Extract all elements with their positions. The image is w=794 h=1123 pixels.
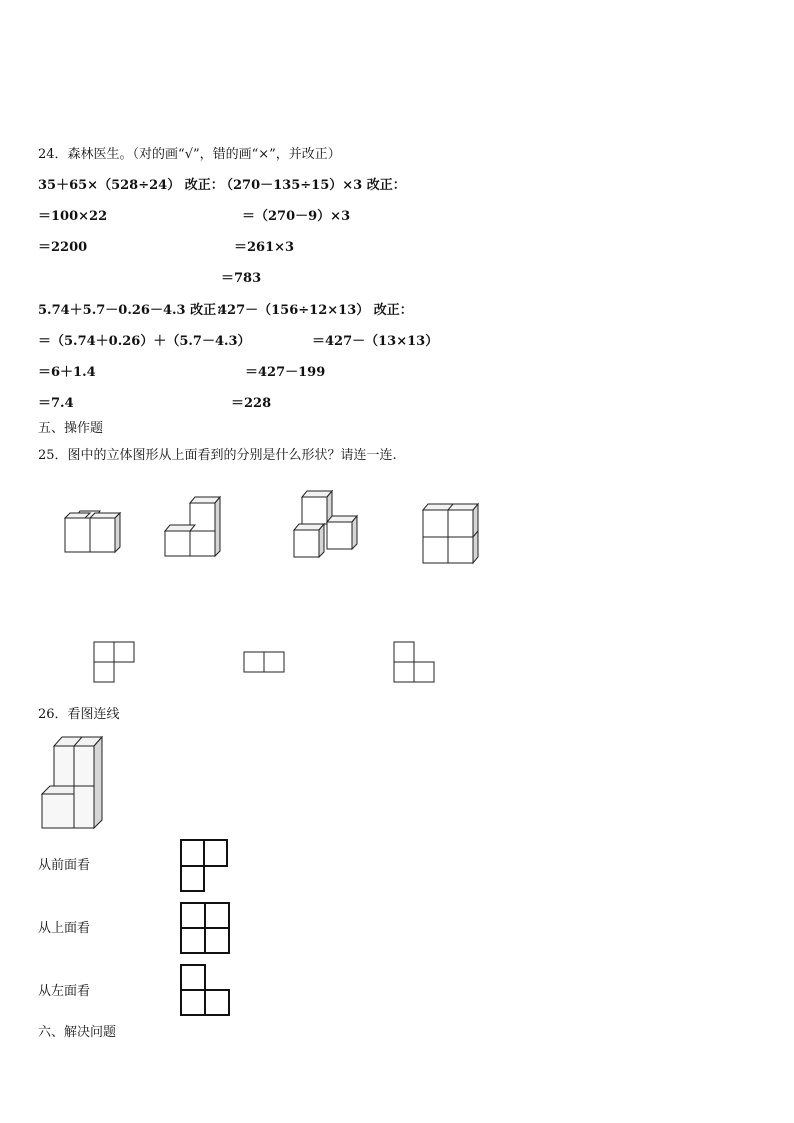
q26-top-view bbox=[180, 902, 232, 956]
section6-title: 六、解决问题 bbox=[38, 1025, 117, 1040]
q24-a-line2: ＝100×22 bbox=[38, 209, 108, 224]
q24-d-line2: ＝427－（13×13） bbox=[312, 334, 439, 349]
q25-view-1 bbox=[93, 641, 137, 685]
q24-b-line3: ＝261×3 bbox=[234, 240, 295, 255]
q24-c-line3: ＝6＋1.4 bbox=[38, 365, 96, 380]
q26-title: 26．看图连线 bbox=[38, 707, 120, 722]
q24-c-line4: ＝7.4 bbox=[38, 396, 74, 411]
q25-solid-4 bbox=[418, 500, 488, 568]
q24-b-line4: ＝783 bbox=[221, 271, 262, 286]
section5-title: 五、操作题 bbox=[38, 421, 104, 436]
q24-d-line4: ＝228 bbox=[231, 396, 272, 411]
q24-title: 24．森林医生。（对的画“√”，错的画“×”，并改正） bbox=[38, 147, 341, 162]
q24-b-line2: ＝（270－9）×3 bbox=[242, 209, 351, 224]
q24-c-line2: ＝（5.74＋0.26）＋（5.7－4.3） bbox=[38, 334, 251, 349]
q26-front-label: 从前面看 bbox=[38, 858, 91, 873]
q24-a-line3: ＝2200 bbox=[38, 240, 88, 255]
q24-b-line1: （270－135÷15）×3 改正： bbox=[220, 178, 406, 193]
q26-top-label: 从上面看 bbox=[38, 921, 91, 936]
q26-front-view bbox=[180, 839, 230, 893]
q25-solid-1 bbox=[60, 505, 130, 555]
q26-left-label: 从左面看 bbox=[38, 984, 91, 999]
q24-d-line3: ＝427－199 bbox=[245, 365, 326, 380]
q25-solid-3 bbox=[288, 488, 368, 560]
q24-c-line1: 5.74＋5.7－0.26－4.3 改正： bbox=[38, 303, 230, 318]
q26-solid bbox=[38, 732, 134, 832]
q25-solid-2 bbox=[160, 493, 230, 558]
q24-a-line1: 35＋65×（528÷24） 改正： bbox=[38, 178, 224, 193]
q26-left-view bbox=[180, 964, 232, 1018]
q25-view-3 bbox=[393, 641, 437, 685]
q25-view-2 bbox=[243, 651, 287, 675]
q24-d-line1: 427－（156÷12×13） 改正： bbox=[218, 303, 413, 318]
q25-title: 25．图中的立体图形从上面看到的分别是什么形状？请连一连. bbox=[38, 448, 397, 463]
